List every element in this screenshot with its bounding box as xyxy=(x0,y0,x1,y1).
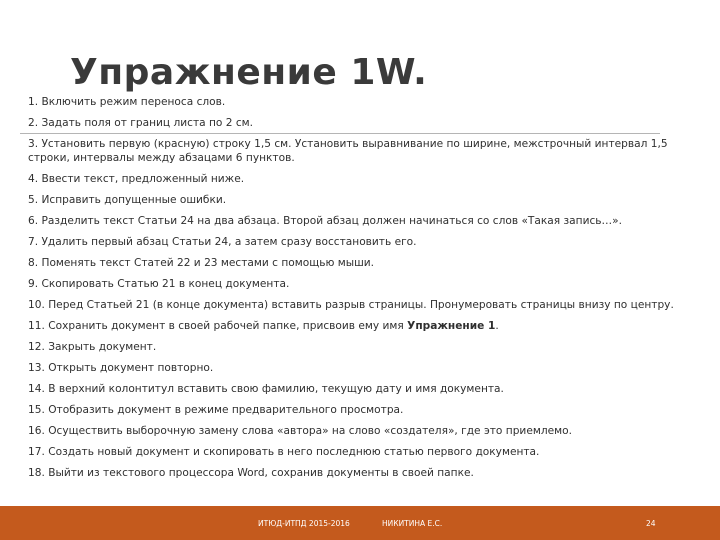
item-text: 18. Выйти из текстового процессора Word, сохранив документы в своей папке. xyxy=(28,467,474,479)
list-item xyxy=(28,137,708,165)
footer-org: ИТЮД-ИТПД 2015-2016 xyxy=(258,519,350,528)
list-item xyxy=(28,214,708,228)
list-item xyxy=(28,403,708,417)
item-text: 3. Установить первую (красную) строку 1,5 см. Установить выравнивание по ширине, межстрочный интервал 1,5 строки, интервалы между абзацами 6 пунктов. xyxy=(28,138,668,164)
list-item xyxy=(28,193,708,207)
list-item xyxy=(28,256,708,270)
slide-title: Упражнение 1W. xyxy=(70,52,428,93)
item-text: 2. Задать поля от границ листа по 2 см. xyxy=(28,117,254,129)
list-item xyxy=(28,424,708,438)
item-text: 12. Закрыть документ. xyxy=(28,341,157,353)
list-item xyxy=(28,466,708,480)
list-item xyxy=(28,116,708,130)
list-item xyxy=(28,340,708,354)
list-item xyxy=(28,95,708,109)
list-item xyxy=(28,235,708,249)
item-text: 15. Отобразить документ в режиме предварительного просмотра. xyxy=(28,404,404,416)
document-name: Упражнение 1 xyxy=(407,320,496,332)
list-item xyxy=(28,298,708,312)
footer-author: НИКИТИНА Е.С. xyxy=(382,519,443,528)
item-text: 6. Разделить текст Статьи 24 на два абзаца. Второй абзац должен начинаться со слов «Такая запись…». xyxy=(28,215,622,227)
footer-bar xyxy=(0,506,720,540)
list-item xyxy=(28,382,708,396)
list-item xyxy=(28,172,708,186)
item-text: 11. Сохранить документ в своей рабочей папке, присвоив ему имя xyxy=(28,320,408,332)
item-text: 4. Ввести текст, предложенный ниже. xyxy=(28,173,245,185)
exercise-list xyxy=(28,95,708,487)
item-text: 14. В верхний колонтитул вставить свою фамилию, текущую дату и имя документа. xyxy=(28,383,504,395)
item-text: 13. Открыть документ повторно. xyxy=(28,362,214,374)
list-item xyxy=(28,277,708,291)
item-text-end: . xyxy=(495,320,499,332)
item-text: 17. Создать новый документ и скопировать в него последнюю статью первого документа. xyxy=(28,446,540,458)
item-text: 10. Перед Статьей 21 (в конце документа) вставить разрыв страницы. Пронумеровать страницы внизу по центру. xyxy=(28,299,674,311)
item-text: 8. Поменять текст Статей 22 и 23 местами с помощью мыши. xyxy=(28,257,375,269)
list-item xyxy=(28,361,708,375)
item-text: 16. Осуществить выборочную замену слова «автора» на слово «создателя», где это приемлемо. xyxy=(28,425,572,437)
item-text: 7. Удалить первый абзац Статьи 24, а затем сразу восстановить его. xyxy=(28,236,417,248)
item-text: 1. Включить режим переноса слов. xyxy=(28,96,226,108)
item-text: 9. Скопировать Статью 21 в конец документа. xyxy=(28,278,290,290)
item-text: 5. Исправить допущенные ошибки. xyxy=(28,194,227,206)
page-number: 24 xyxy=(646,519,656,528)
list-item xyxy=(28,445,708,459)
list-item xyxy=(28,319,708,333)
